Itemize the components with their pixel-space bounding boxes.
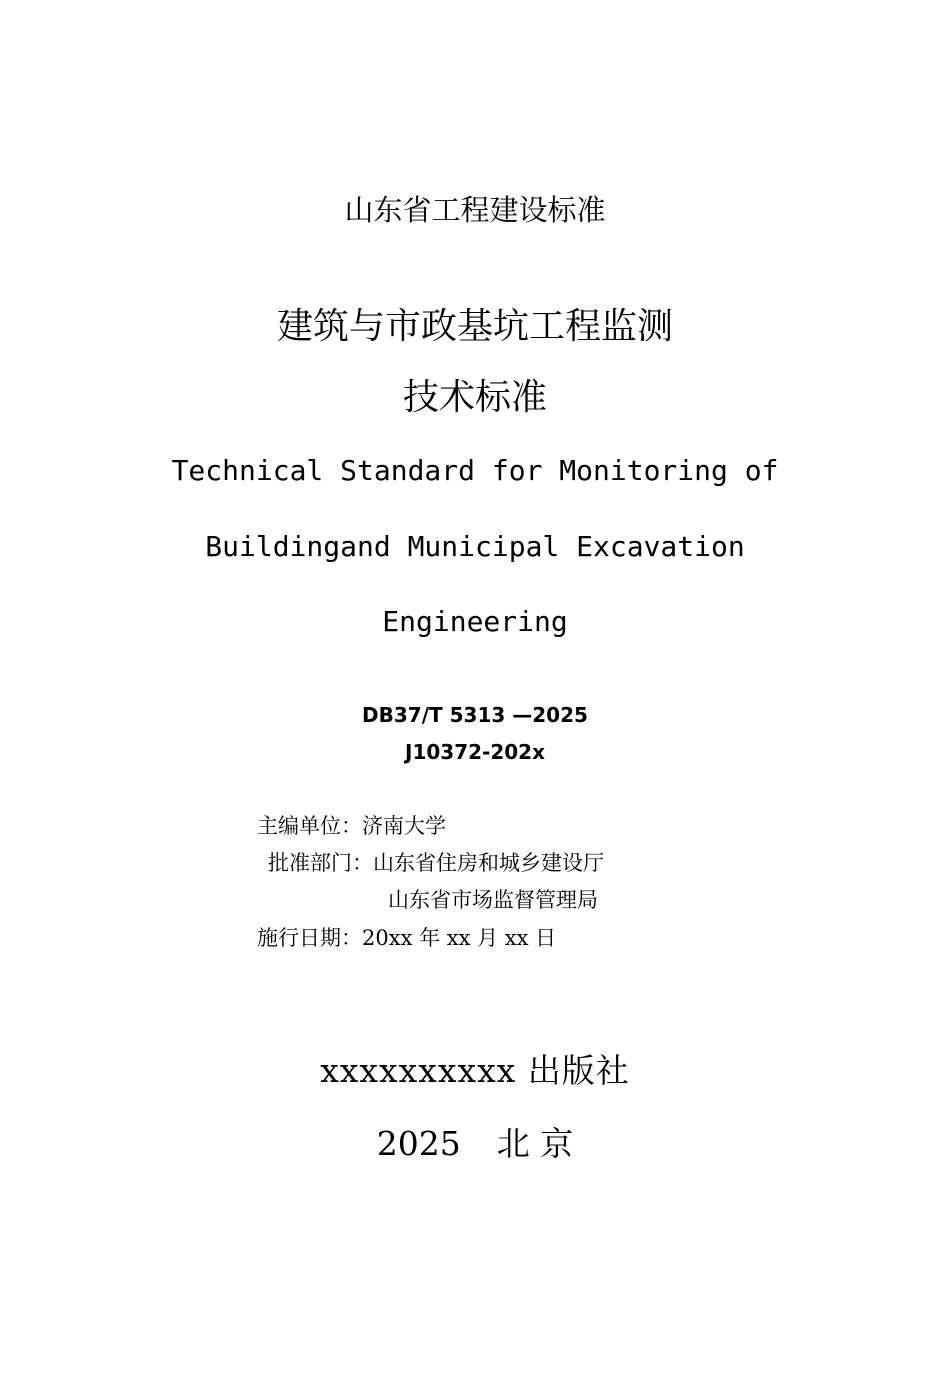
approving-department-2: 山东省市场监督管理局 bbox=[388, 888, 598, 912]
document-title-english-line-1: Technical Standard for Monitoring of bbox=[171, 454, 779, 487]
document-title-chinese-line-1: 建筑与市政基坑工程监测 bbox=[276, 306, 673, 347]
publication-year: 2025 bbox=[376, 1124, 461, 1163]
document-title-english-line-2: Buildingand Municipal Excavation bbox=[205, 530, 745, 563]
standard-number: DB37/T 5313 —2025 bbox=[362, 703, 588, 727]
document-title-english-line-3: Engineering bbox=[382, 605, 568, 638]
approving-department-1: 批准部门：山东省住房和城乡建设厅 bbox=[268, 851, 604, 875]
record-number: J10372-202x bbox=[405, 740, 545, 764]
effective-date: 施行日期：20xx 年 xx 月 xx 日 bbox=[257, 926, 557, 950]
editor-unit: 主编单位：济南大学 bbox=[257, 814, 446, 838]
document-title-chinese-line-2: 技术标准 bbox=[402, 377, 547, 418]
standard-series-heading: 山东省工程建设标准 bbox=[344, 193, 606, 227]
publisher-name: xxxxxxxxxx 出版社 bbox=[320, 1051, 630, 1090]
publication-city: 北 京 bbox=[496, 1124, 574, 1163]
publication-place bbox=[0, 1121, 950, 1167]
